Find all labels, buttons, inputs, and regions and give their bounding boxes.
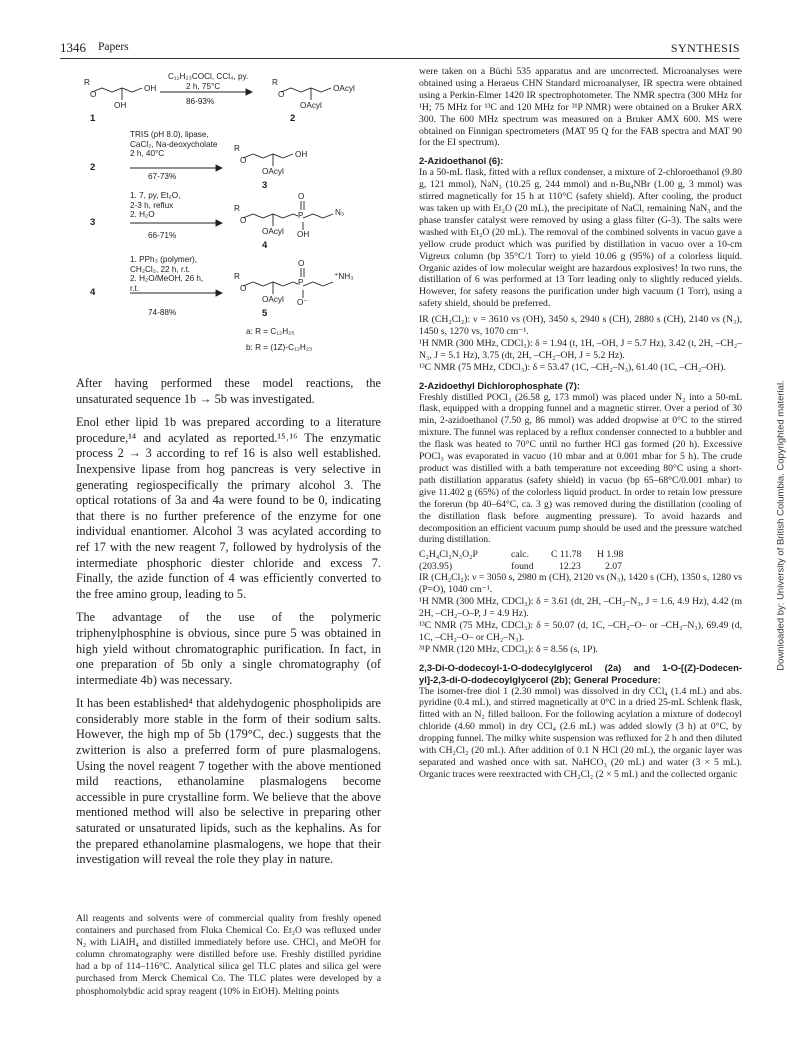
c3-oh: OH (295, 150, 308, 159)
c5-r: R (234, 272, 240, 281)
c2-oacyl: OAcyl (300, 101, 322, 110)
section-7-pnmr: ³¹P NMR (120 MHz, CDCl₃): δ = 8.56 (s, 1P). (419, 643, 598, 655)
compound-4-skeleton (243, 214, 333, 218)
c3-o: O (240, 156, 247, 165)
scheme-drawing (68, 68, 368, 373)
step4-yield: 74-88% (148, 308, 177, 317)
section-7-ir: IR (CH₂Cl₂): ν = 3050 s, 2980 m (CH), 2120 vs (N₃), 1420 s (CH), 1350 s, 1280 vs (P=O), 1040 cm⁻¹. (419, 572, 742, 596)
c1-oh: OH (114, 101, 127, 110)
download-notice-text: Downloaded by: University of British Columbia. Copyrighted material. (775, 380, 787, 671)
page-number: 1346 (60, 40, 86, 55)
arrow-1-head (246, 89, 252, 95)
section-7-title: 2-Azidoethyl Dichlorophosphate (7): (419, 379, 580, 391)
section-2-title: 2,3-Di-O-dodecoyl-1-O-dodecylglycerol (2a) and 1-O-[(Z)-Dodecen-yl]-2,3-di-O-dodecoylglycerol (2b); General Procedure: (419, 661, 742, 685)
arrow-4-head (216, 290, 222, 296)
c3-r: R (234, 144, 240, 153)
c3-oacyl: OAcyl (262, 167, 284, 176)
c4-n3: N₃ (335, 208, 345, 217)
c1-r: R (84, 78, 90, 87)
compound-3-skeleton (243, 154, 293, 158)
c4-oacyl: OAcyl (262, 227, 284, 236)
analysis-mw: (203.95) (419, 560, 453, 572)
compound-1-skeleton (92, 88, 142, 92)
step3-line-2: 2-3 h, reflux (130, 200, 174, 210)
c4-r: R (234, 204, 240, 213)
arrow-3-head (216, 220, 222, 226)
step1-reagent: C₁₁H₂₃COCl, CCl₄, py. (168, 72, 249, 81)
compound-number-3: 3 (262, 180, 268, 191)
compound-number-5: 5 (262, 308, 268, 319)
step3-line-3: 2. H₂O (130, 210, 155, 219)
step4-conditions (130, 255, 203, 293)
step3-conditions (130, 191, 180, 220)
c5-o: O (240, 284, 247, 293)
analysis-h-calc: H 1.98 (597, 549, 624, 561)
journal-name: SYNTHESIS (670, 41, 740, 55)
compound-number-4: 4 (262, 240, 268, 251)
step2-line-3: 2 h, 40°C (130, 149, 165, 158)
section-6-hnmr: ¹H NMR (300 MHz, CDCl₃): δ = 1.94 (t, 1H, –OH, J = 5.7 Hz), 3.42 (t, 2H, –CH₂–N₃, J = 5.1 Hz), 3.75 (dt, 2H, –CH₂–OH, J = 5.2 Hz). (419, 337, 742, 361)
analysis-calc-label: calc. (511, 549, 530, 561)
c5-double-o: O (298, 259, 305, 268)
step4-line-4: r.t. (130, 283, 140, 293)
c2-o: O (278, 90, 285, 99)
c1-o: O (90, 90, 97, 99)
paragraph-1: After having performed these model reactions, the unsaturated sequence 1b → 5b was investigated. (76, 376, 381, 406)
c5-nh3: ⁺NH₃ (334, 272, 354, 281)
section-6-cnmr: ¹³C NMR (75 MHz, CDCl₃): δ = 53.47 (1C, –CH₂–N₃), 61.40 (1C, –CH₂–OH). (419, 361, 726, 373)
c4-o: O (240, 216, 247, 225)
step3-yield: 66-71% (148, 231, 177, 240)
download-notice (766, 360, 787, 700)
section-7-body: Freshly distilled POCl₃ (26.58 g, 173 mmol) was placed under N₂ into a 50-mL flask, equipped with a dropping funnel and a magnetic stirrer. Over a period of 30 min, 2-azidoethanol (7.50 g, 86 mmol) was added dropwise at 0°C to the stirred mixture. The funnel was replaced by a reflux condenser connected to a bubbler and the flask was heated to 70°C until no further HCl gas formed (20 h). Excessive POCl₃ was evaporated in vacuo (10 mbar and at 0.001 mbar for 5 h). The crude product was distilled with a bath temperature not exceeding 80°C using a short-path distillation apparatus (safety shield) in vacuo (bp 65–68°C/0.001 mbar) to give 11.402 g (65%) of the colorless liquid product. In order to retain low pressure the forerun (bp 40–64°C, ca. 3 g) was removed during the distillation (cooling of the distillation flask before augmenting pressure). To avoid hazards and decomposition an efficient vacuum pump should be used and the pressure watched during distillation. (419, 391, 742, 546)
section-7-cnmr: ¹³C NMR (75 MHz, CDCl₃): δ = 50.07 (d, 1C, –CH₂–O– or –CH₂–N₃), 69.49 (d, 1C, –CH₂–O– or CH₂–N₃). (419, 619, 742, 643)
arrow-2-head (216, 165, 222, 171)
c4-oh: OH (297, 230, 310, 239)
rgroup-b: b: R = (1Z)-C₁₂H₂₃ (246, 343, 313, 352)
compound-number-3-start: 3 (90, 217, 96, 228)
step2-yield: 67-73% (148, 172, 177, 181)
step3-line-1: 1. 7, py, Et₂O, (130, 191, 181, 200)
compound-number-4-start: 4 (90, 287, 96, 298)
step4-line-3: 2. H₂O/MeOH, 26 h, (130, 274, 204, 283)
c4-p: P (298, 211, 304, 220)
experimental-note: All reagents and solvents were of commercial quality from freshly opened containers and purchased from Fluka Chemical Co. Et₂O was refluxed under N₂ with LiAlH₄ and distilled immediately before use. CHCl₃ and MeOH for column chromatography were distilled before use. Freshly distilled pyridine had a bp of 114–116°C. Analytical silica gel TLC plates and silica gel were purchased from Merck Chemical Co. The TLC plates were developed by a phosphomolybdic acid spray reagent (10% in EtOH). Melting points (76, 913, 381, 997)
page-header (60, 40, 740, 56)
c5-p: P (298, 278, 304, 287)
analysis-formula: C₂H₄Cl₂N₃O₂P (419, 549, 478, 561)
paragraph-2: Enol ether lipid 1b was prepared according to a literature procedure,¹⁴ and acylated as reported.¹⁵˒¹⁶ The enzymatic process 2 → 3 according to ref 16 is also well established. Inexpensive lipase from hog pancreas is very selective in generating regiospecifically the primary alcohol 3. The optical rotations of 3a and 4a were found to be 0, indicating that there is no further preference of the enzyme for one individual enantiomer. Alcohol 3 was acylated according to ref 17 with the new reagent 7, followed by hydrolysis of the intermediate phosphoric diester chloride and excess 7. Finally, the azide function of 4 was efficiently converted to the free amino group, leading to 5. (76, 415, 381, 601)
analysis-h-found: 2.07 (605, 560, 622, 572)
c1-oh-end: OH (144, 84, 157, 93)
header-rule (60, 58, 740, 59)
step4-line-1: 1. PPh₃ (polymer), (130, 255, 198, 264)
compound-5-skeleton (243, 282, 333, 286)
c4-double-o: O (298, 192, 305, 201)
step4-line-2: CH₂Cl₂, 22 h, r.t. (130, 264, 191, 274)
c5-oacyl: OAcyl (262, 295, 284, 304)
left-column-text (76, 376, 381, 876)
section-6-body: In a 50-mL flask, fitted with a reflux condenser, a mixture of 2-chloroethanol (9.80 g, 121 mmol), NaN₃ (10.25 g, 244 mmol) and n-Bu₄NBr (1.00 g, 3 mmol) was stirred magnetically for 15 h at 110°C (safety shield). After cooling, the product was taken up with Et₂O (20 mL), the precipitate of NaCl, remaining NaN₃ and the phase transfer catalyst were removed by using a glass filter (G-3). The salts were washed with Et₂O (20 mL). The removal of the combined solvents in vacuo gave a yellow crude product which was purified by distillation in vacuo over a 10-cm Vigreux column (bp 35°C/1 Torr) to yield 10.06 g (95%) of a colorless liquid. Organic azides of low molecular weight are hazardous explosives! In two runs, the distillation of 6 was performed at 13 Torr leading only to slightly reduced yields. However, for safety reasons the purification under high vacuum (1 Torr), using a safety shield, should be preferred. (419, 167, 742, 310)
step2-conditions (130, 130, 217, 159)
step1-conditions: 2 h, 75°C (186, 82, 221, 91)
paragraph-4: It has been established⁴ that aldehydogenic phospholipids are considerably more stable in the form of their sodium salts. However, the high mp of 5b (179°C, dec.) suggests that the zwitterion is also a preferred form of pure plasmalogens. Using the novel reagent 7 together with the above mentioned mild reactions, ethanolamine plasmalogens become accessible in pure crystalline form. We believe that the above mentioned method will also be selective in preparing other saturated or unsaturated lipids, such as the kephalins. As for the prepared ethanolamine plasmalogens, we hope that their investigation will reveal the role they play in nature. (76, 696, 381, 867)
rgroup-a: a: R = C₁₂H₂₅ (246, 327, 295, 336)
instrument-paragraph: were taken on a Büchi 535 apparatus and are uncorrected. Microanalyses were obtained using a Heraeus CHN Standard microanalyser, IR spectra were obtained using a Perkin-Elmer 1420 IR spectrophotometer. The NMR spectra (300 MHz for ¹H; 75 MHz for ¹³C and 120 MHz for ³¹P NMR) were obtained on a Bruker ARX 300. The 600 MHz spectrum was measured on a Bruker AMX 600. MS were obtained on Finnigan spectrometers (MAT 95 Q for the FAB spectra and MAT 90 for the EI spectrum). (419, 66, 742, 149)
compound-2-skeleton (281, 88, 331, 92)
reaction-scheme (68, 68, 368, 373)
c2-r: R (272, 78, 278, 87)
section-7-hnmr: ¹H NMR (300 MHz, CDCl₃): δ = 3.61 (dt, 2H, –CH₂–N₃, J = 1.6, 4.9 Hz), 4.42 (m 2H, –CH₂–O–P, J = 4.9 Hz). (419, 596, 742, 620)
analysis-found-label: found (511, 560, 534, 572)
right-column-text (419, 66, 742, 781)
elemental-analysis (419, 549, 742, 572)
paragraph-3: The advantage of the use of the polymeric triphenylphosphine is obvious, since pure 5 was obtained in high yield without chromatographic purification. In fact, in one preparation of 5b only a single chromatography (of intermediate 4b) was necessary. (76, 610, 381, 687)
section-2-body: The isomer-free diol 1 (2.30 mmol) was dissolved in dry CCl₄ (1.4 mL) and abs. pyridine (0.4 mL), and stirred magnetically at 0°C in a dried 25-mL Schlenk flask, fitted with an N₂ filled balloon. For the following acylation a mixture of dodecoyl chloride (4.60 mmol) in dry CCl₄ (2.6 mL) was added slowly (3 h) at 0°C, by dropping funnel. The milky white suspension was refluxed for 2 h and then diluted with CH₂Cl₂ (20 mL). After addition of 0.1 N HCl (20 mL), the organic layer was separated and washed once with sat. NaHCO₃ (20 mL) and water (3 × 5 mL). Organic traces were reextracted with CH₂Cl₂ (2 × 5 mL) and the collected organic (419, 685, 742, 780)
analysis-c-found: 12.23 (559, 560, 581, 572)
step2-line-1: TRIS (pH 8.0), lipase, (130, 130, 209, 139)
compound-number-2-start: 2 (90, 162, 96, 173)
step1-yield: 86-93% (186, 97, 215, 106)
analysis-c-calc: C 11.78 (551, 549, 582, 561)
step2-line-2: CaCl₂, Na-deoxycholate (130, 139, 218, 149)
journal-section: Papers (98, 41, 129, 53)
compound-number-2: 2 (290, 113, 296, 124)
c2-oacyl-end: OAcyl (333, 84, 355, 93)
c5-ominus: O⁻ (297, 298, 308, 307)
section-6-ir: IR (CH₂Cl₂): ν = 3610 vs (OH), 3450 s, 2940 s (CH), 2880 s (CH), 2140 vs (N₃), 1450 s, 1270 vs, 1070 cm⁻¹. (419, 314, 742, 338)
compound-number-1: 1 (90, 113, 96, 124)
section-6-title: 2-Azidoethanol (6): (419, 155, 504, 167)
